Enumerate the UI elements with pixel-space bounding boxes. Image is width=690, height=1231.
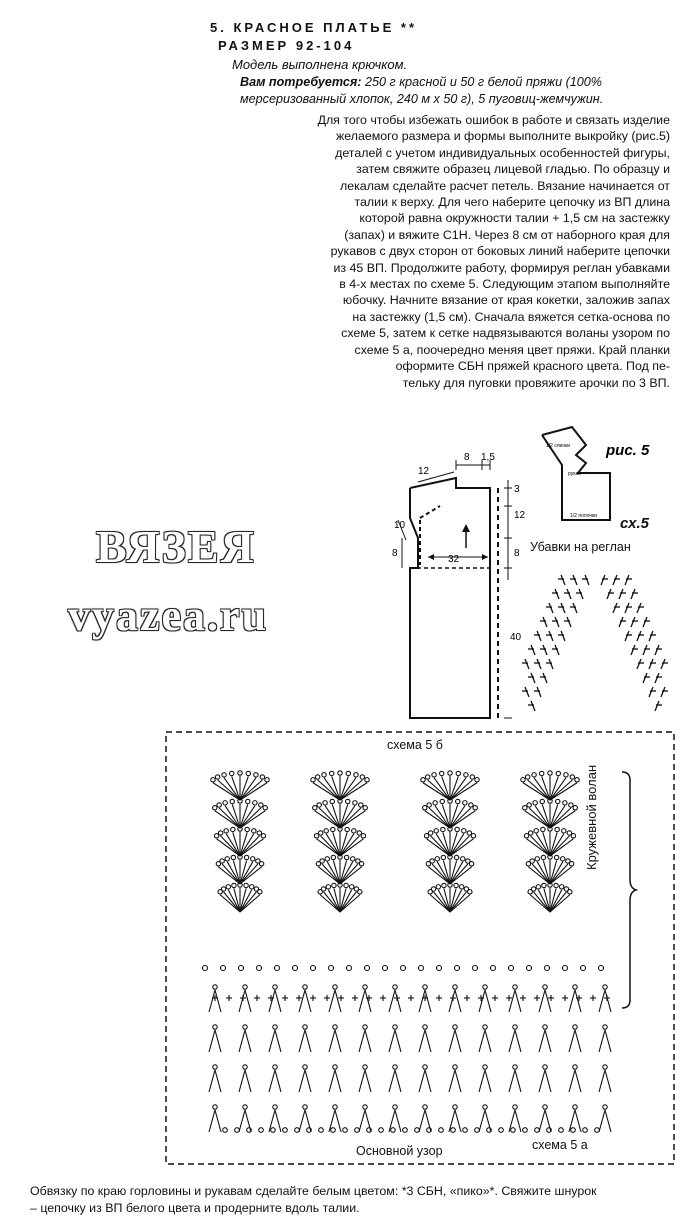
instructions-text: [262, 112, 670, 391]
instruction-line: талии к верху. Для чего наберите цепочку из ВП длина: [354, 195, 670, 210]
instruction-line: затем свяжите образец лицевой гладью. По образцу и: [356, 162, 670, 177]
instruction-line: схеме 5 а, поочередно меняя цвет пряжи. Край планки: [354, 342, 670, 357]
dim-label: 12: [514, 510, 526, 521]
dim-label: 8: [464, 452, 470, 463]
instruction-line: из 45 ВП. Продолжите работу, формируя реглан убавками: [333, 260, 670, 275]
flounce-brace: [622, 772, 636, 1008]
dim-label: 10: [394, 520, 406, 531]
mini-pattern: [520, 425, 680, 525]
mini-label: рукав: [568, 471, 581, 477]
instruction-line: тельку для пуговки провяжите арочки по 3 ВП.: [402, 375, 670, 390]
instruction-line: деталей с учетом индивидуальных особенностей фигуры,: [335, 145, 670, 160]
figure-label: рис. 5: [606, 442, 650, 459]
instruction-line: схеме 5, затем к сетке надвязываются воланы узором по: [341, 326, 670, 341]
dress-pattern-diagram: [380, 440, 530, 730]
dim-label: 8: [514, 548, 520, 559]
materials-text: 250 г красной и 50 г белой пряжи (100% мерсеризованный хлопок, 240 м х 50 г), 5 пуговиц-жемчужин.: [240, 75, 604, 106]
lace-flounce-label: Кружевной волан: [584, 764, 599, 870]
pattern-title: 5. КРАСНОЕ ПЛАТЬЕ **: [210, 20, 418, 35]
instruction-line: желаемого размера и формы выполните выкройку (рис.5): [335, 129, 670, 144]
materials-needed: [240, 74, 670, 108]
dim-label: 40: [510, 632, 522, 643]
mini-label: 1/2 полочки: [570, 513, 597, 519]
dim-label: 12: [418, 466, 430, 477]
instruction-line: лекалам сделайте расчет петель. Вязание начинается от: [339, 178, 670, 193]
instruction-line: (запах) и вяжите С1Н. Через 8 см от наборного края для: [344, 227, 670, 242]
footer-note: [30, 1183, 670, 1217]
instruction-line: юбочку. Начните вязание от края кокетки, заложив запах: [342, 293, 670, 308]
watermark-title: ВЯЗЕЯ: [96, 521, 256, 572]
instruction-line: которой равна окружности талии + 1,5 см на застежку: [359, 211, 670, 226]
main-pattern-label: Основной узор: [356, 1144, 443, 1158]
mini-label: 1/2 спинки: [546, 443, 571, 449]
instruction-line: в 4-х местах по схеме 5. Следующим этапом выполняйте: [339, 277, 670, 292]
watermark-url: vyazea.ru: [68, 591, 269, 640]
scheme-5-label: сх.5: [620, 515, 649, 532]
dim-label: 1,5: [481, 452, 495, 463]
dim-label: 3: [514, 484, 520, 495]
footer-line: Обвязку по краю горловины и рукавам сделайте белым цветом: *3 СБН, «пико»*. Свяжите шнурок: [30, 1184, 597, 1198]
dim-label: 8: [392, 548, 398, 559]
instruction-line: рукавов с двух сторон от боковых линий наберите цепочки: [330, 244, 670, 259]
dress-outline: [410, 478, 490, 718]
instruction-line: на застежку (1,5 см). Сначала вяжется сетка-основа по: [352, 309, 670, 324]
lace-chart: [160, 728, 680, 1168]
footer-line: – цепочку из ВП белого цвета и продерните вдоль талии.: [30, 1201, 360, 1215]
scheme-5a-label: схема 5 а: [532, 1138, 588, 1152]
materials-label: Вам потребуется:: [240, 75, 362, 89]
model-note: Модель выполнена крючком.: [232, 57, 408, 72]
scheme-5-caption: Убавки на реглан: [530, 540, 631, 554]
instruction-line: Для того чтобы избежать ошибок в работе и связать изделие: [317, 113, 670, 127]
scheme-5b-label: схема 5 б: [387, 738, 443, 752]
instruction-line: оформите СБН пряжей красного цвета. Под пе-: [395, 359, 670, 374]
raglan-decrease-chart: [520, 565, 670, 725]
raglan-line: [420, 506, 440, 518]
dim-label: 32: [448, 554, 460, 565]
size-label: РАЗМЕР 92-104: [218, 38, 355, 53]
